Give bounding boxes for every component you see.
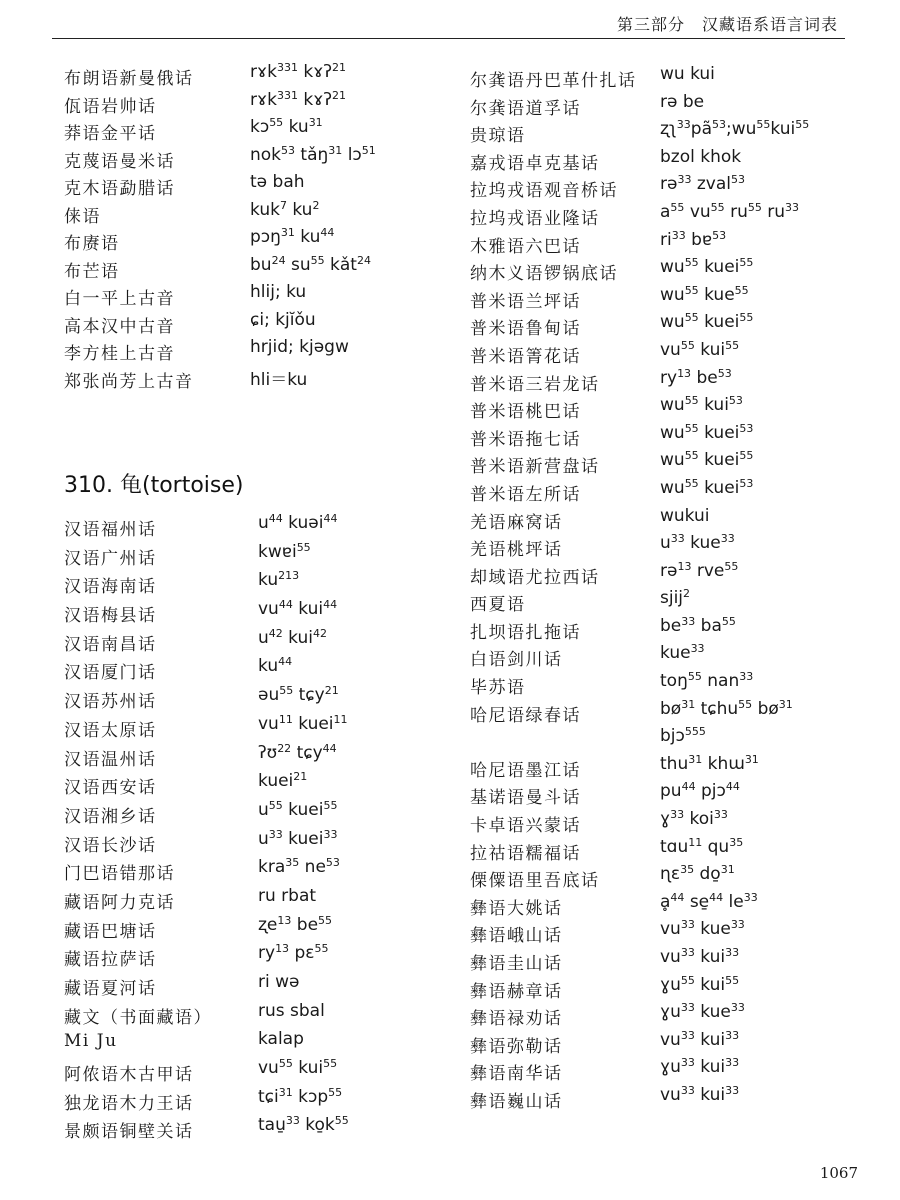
- word-entry: [470, 1085, 870, 1113]
- dialect-name: 汉语长沙话: [64, 835, 157, 856]
- dialect-name: 羌语麻窝话: [470, 512, 563, 533]
- dialect-name: 彝语禄劝话: [470, 1009, 563, 1030]
- dialect-name: 纳木义语锣锅底话: [470, 264, 618, 285]
- dialect-name: 羌语桃坪话: [470, 540, 563, 561]
- header-rule: [52, 38, 845, 39]
- dialect-name: 尔龚语道孚话: [470, 98, 581, 119]
- dialect-name: 汉语厦门话: [64, 663, 157, 684]
- word-entry: [64, 743, 454, 772]
- word-entry: [470, 285, 870, 313]
- left-column-top: [64, 62, 454, 392]
- word-entry: [64, 656, 454, 685]
- word-entry: [470, 368, 870, 396]
- word-form: ɣu$^{55}$ kui$^{55}$: [660, 973, 740, 995]
- word-form: $bø^{31}$ tɕhu$^{55}$ $bø^{31}$: [660, 697, 793, 719]
- word-entry: [64, 829, 454, 858]
- word-entry: [470, 1002, 870, 1030]
- dialect-name: 却域语尤拉西话: [470, 567, 600, 588]
- dialect-name: 克蔑语曼米话: [64, 151, 175, 172]
- word-entry: [64, 886, 454, 915]
- word-entry: [64, 1087, 454, 1116]
- word-entry: [64, 282, 454, 310]
- dialect-name: 嘉戎语卓克基话: [470, 153, 600, 174]
- dialect-name: 布赓语: [64, 234, 120, 254]
- word-form: rɤk$^{331}$ kɤʔ$^{21}$: [250, 61, 347, 82]
- dialect-name: 藏语巴塘话: [64, 921, 157, 942]
- word-entry: [64, 365, 454, 393]
- word-form: ɣu$^{33}$ kui$^{33}$: [660, 1056, 740, 1078]
- section-heading: [64, 468, 243, 499]
- word-form: toŋ$^{55}$ nan$^{33}$: [660, 670, 754, 692]
- dialect-name: Mi Ju: [64, 1031, 118, 1052]
- word-entry: [64, 172, 454, 200]
- word-entry: [470, 588, 870, 616]
- dialect-name: 汉语西安话: [64, 778, 157, 799]
- dialect-name: 藏语拉萨话: [64, 950, 157, 971]
- word-entry: [470, 864, 870, 892]
- dialect-name: 藏文（书面藏语）: [64, 1007, 212, 1028]
- dialect-name: 汉语湘乡话: [64, 806, 157, 827]
- dialect-name: 彝语圭山话: [470, 954, 563, 974]
- word-form: $u^{55}$ kuei$^{55}$: [258, 798, 338, 820]
- dialect-name: 彝语峨山话: [470, 926, 563, 947]
- word-entry: [470, 119, 870, 147]
- dialect-name: 布朗语新曼俄话: [64, 69, 194, 89]
- word-form: ɣu$^{33}$ kue$^{33}$: [660, 1001, 745, 1023]
- word-entry: [64, 570, 454, 599]
- word-form: $bu^{24}$ $su^{55}$ kǎt$^{24}$: [250, 253, 371, 275]
- word-form: kuk$^7$ $ku^2$: [250, 198, 320, 220]
- word-entry: [470, 147, 870, 175]
- word-entry: [64, 1029, 454, 1058]
- word-entry: [64, 513, 454, 542]
- word-entry: [64, 685, 454, 714]
- dialect-name: 哈尼语墨江话: [470, 760, 581, 781]
- dialect-name: 普米语左所话: [470, 484, 581, 505]
- dialect-name: 基诺语曼斗话: [470, 788, 581, 809]
- dialect-name: 藏语阿力克话: [64, 892, 175, 913]
- dialect-name: 拉坞戎语业隆话: [470, 208, 600, 229]
- dialect-name: 拉坞戎语观音桥话: [470, 181, 618, 202]
- dialect-name: 汉语太原话: [64, 720, 157, 741]
- dialect-name: 普米语拖七话: [470, 429, 581, 450]
- word-form: ʔʊ$^{22}$ tɕy$^{44}$: [258, 741, 337, 763]
- word-form: kue$^{33}$: [660, 642, 705, 664]
- word-form: kra$^{35}$ $ne^{53}$: [258, 856, 340, 878]
- section-number: 310.: [64, 473, 113, 498]
- word-form: ɳɛ$^{35}$ do̱$^{31}$: [660, 863, 735, 885]
- word-entry: [64, 915, 454, 944]
- word-form: $ʐʅ^{33}pã^{53};wu^{55}kui^{55}$: [660, 118, 810, 140]
- word-entry: [64, 943, 454, 972]
- word-entry: [470, 312, 870, 340]
- dialect-name: 独龙语木力王话: [64, 1093, 194, 1114]
- word-entry: [470, 450, 870, 478]
- word-form: $vu^{33}$ kui$^{33}$: [660, 946, 740, 967]
- word-entry: [470, 892, 870, 920]
- word-form: thu$^{31}$ khɯ$^{31}$: [660, 752, 759, 774]
- word-form: rə$^{13}$ rve$^{55}$: [660, 559, 739, 581]
- word-entry: [470, 423, 870, 451]
- dialect-name: 汉语温州话: [64, 749, 157, 770]
- word-entry: [470, 1057, 870, 1085]
- word-form: $ri^{33}$ bɐ$^{53}$: [660, 228, 727, 250]
- word-entry: [470, 781, 870, 809]
- word-form: rə be: [660, 91, 705, 112]
- word-form: pɔŋ$^{31}$ $ku^{44}$: [250, 226, 335, 247]
- word-form: tɑu$^{11}$ $qu^{35}$: [660, 835, 744, 857]
- word-form: nok$^{53}$ tǎŋ$^{31}$ lɔ$^{51}$: [250, 143, 376, 165]
- word-entry: [64, 227, 454, 255]
- word-entry: [470, 1030, 870, 1058]
- word-form: $wu^{55}$ kuei$^{55}$: [660, 311, 754, 333]
- word-entry: [64, 1058, 454, 1087]
- dialect-name: 汉语梅县话: [64, 606, 157, 627]
- word-form: $u^{33}$ kuei$^{33}$: [258, 827, 338, 849]
- word-entry: [470, 975, 870, 1003]
- word-form: $ry^{13}$ pɛ$^{55}$: [258, 942, 329, 964]
- dialect-name: 李方桂上古音: [64, 344, 175, 364]
- word-entry: [64, 337, 454, 365]
- word-form: $vu^{33}$ kui$^{33}$: [660, 1028, 740, 1050]
- dialect-name: 白一平上古音: [64, 289, 175, 309]
- dialect-name: 普米语箐花话: [470, 346, 581, 367]
- word-entry: [470, 754, 870, 782]
- word-entry: [64, 145, 454, 173]
- word-entry: [470, 947, 870, 975]
- right-column: [470, 64, 870, 1113]
- word-form: $u^{42}$ kui$^{42}$: [258, 626, 328, 648]
- word-form: tə bah: [250, 172, 305, 192]
- word-form: $ry^{13}$ $be^{53}$: [660, 366, 732, 388]
- word-entry: [64, 255, 454, 283]
- dialect-name: 布芒语: [64, 261, 120, 282]
- word-entry: [64, 628, 454, 657]
- word-form: tau̱$^{33}$ $ko̱k^{55}$: [258, 1114, 349, 1136]
- word-form: $u^{33}$ kue$^{33}$: [660, 532, 735, 554]
- word-entry: [470, 230, 870, 258]
- dialect-name: 彝语南华话: [470, 1064, 563, 1085]
- word-entry: [470, 395, 870, 423]
- word-form: ru rbat: [258, 885, 317, 906]
- word-form: rɤk$^{331}$ kɤʔ$^{21}$: [250, 88, 347, 110]
- word-entry: [470, 561, 870, 589]
- section-headword: 龟(tortoise): [119, 473, 244, 498]
- word-form: kuei$^{21}$: [258, 770, 308, 792]
- dialect-name: 哈尼语绿春话: [470, 705, 581, 726]
- word-entry: [64, 62, 454, 90]
- dialect-name: 普米语鲁甸话: [470, 319, 581, 340]
- word-form: $vu^{55}$ kui$^{55}$: [660, 338, 740, 360]
- dialect-name: 莽语金平话: [64, 124, 157, 144]
- word-form: ɕi; kjĭǒu: [250, 309, 316, 330]
- dialect-name: 尔龚语丹巴革什扎话: [470, 71, 637, 91]
- word-entry: [470, 257, 870, 285]
- word-form: $vu^{11}$ kuei$^{11}$: [258, 712, 348, 734]
- word-entry: [470, 340, 870, 368]
- dialect-name: 拉祜语糯福话: [470, 843, 581, 864]
- word-form: ɣ$^{33}$ koi$^{33}$: [660, 808, 728, 830]
- word-entry: [470, 837, 870, 865]
- dialect-name: 彝语弥勒话: [470, 1036, 563, 1057]
- dialect-name: 景颇语铜壁关话: [64, 1122, 194, 1143]
- dialect-name: 普米语新营盘话: [470, 457, 600, 478]
- dialect-name: 毕苏语: [470, 678, 526, 699]
- word-form: hlij; ku: [250, 282, 307, 302]
- word-entry: [470, 533, 870, 561]
- dialect-name: 佤语岩帅话: [64, 96, 157, 117]
- word-form: kalap: [258, 1029, 304, 1050]
- dialect-name: 郑张尚芳上古音: [64, 371, 194, 392]
- word-form: rə$^{33}$ zval$^{53}$: [660, 173, 745, 195]
- left-column-bottom: [64, 513, 454, 1144]
- word-form: wu kui: [660, 64, 715, 84]
- dialect-name: 汉语广州话: [64, 548, 157, 569]
- word-form: kɔ$^{55}$ $ku^{31}$: [250, 116, 323, 137]
- word-form: $vu^{55}$ kui$^{55}$: [258, 1057, 338, 1079]
- word-entry: [470, 919, 870, 947]
- word-entry: [64, 1001, 454, 1030]
- word-entry: [64, 599, 454, 628]
- word-entry: [470, 174, 870, 202]
- running-header: 第三部分 汉藏语系语言词表: [616, 15, 838, 34]
- dialect-name: 普米语三岩龙话: [470, 374, 600, 395]
- dialect-name: 普米语兰坪话: [470, 291, 581, 312]
- dialect-name: 高本汉中古音: [64, 316, 175, 337]
- dialect-name: 扎坝语扎拖话: [470, 622, 581, 643]
- dialect-name: 汉语海南话: [64, 577, 157, 598]
- word-entry: [64, 972, 454, 1001]
- dialect-name: 汉语福州话: [64, 520, 157, 540]
- word-form: tɕi$^{31}$ kɔp$^{55}$: [258, 1085, 343, 1107]
- word-entry: [64, 310, 454, 338]
- word-form: $u^{44}$ kuəi$^{44}$: [258, 512, 338, 533]
- word-entry: [470, 506, 870, 534]
- word-form: bzol khok: [660, 146, 742, 167]
- word-form: $vu^{33}$ kue$^{33}$: [660, 918, 745, 940]
- word-entry: [64, 800, 454, 829]
- word-entry: [470, 64, 870, 92]
- word-form: $vu^{44}$ kui$^{44}$: [258, 598, 338, 620]
- word-entry: [470, 616, 870, 644]
- word-entry: [64, 771, 454, 800]
- word-entry: [64, 1115, 454, 1144]
- word-form: ḁ$^{44}$ se̱$^{44}$ $le^{33}$: [660, 890, 758, 912]
- word-form: ri wə: [258, 972, 300, 992]
- dialect-name: 木雅语六巴话: [470, 236, 581, 257]
- dialect-name: 贵琼语: [470, 126, 526, 147]
- word-entry: [64, 857, 454, 886]
- word-entry: [470, 671, 870, 699]
- dialect-name: 普米语桃巴话: [470, 402, 581, 423]
- word-form: $wu^{55}$ kui$^{53}$: [660, 394, 743, 416]
- dialect-name: 阿侬语木古甲话: [64, 1065, 194, 1086]
- word-form: $wu^{55}$ kuei$^{55}$: [660, 449, 754, 471]
- word-form: $wu^{55}$ kue$^{55}$: [660, 283, 749, 305]
- word-form: $ku^{213}$: [258, 569, 300, 591]
- word-entry: [64, 714, 454, 743]
- dialect-name: 汉语南昌话: [64, 634, 157, 655]
- word-form: $pu^{44}$ pjɔ$^{44}$: [660, 780, 740, 802]
- word-form: wukui: [660, 505, 710, 526]
- word-form: $wu^{55}$ kuei$^{53}$: [660, 421, 754, 443]
- word-entry: [64, 117, 454, 145]
- dialect-name: 白语剑川话: [470, 650, 563, 671]
- word-entry: [470, 699, 870, 727]
- word-entry: [470, 202, 870, 230]
- word-entry: [470, 726, 870, 754]
- word-entry: [470, 643, 870, 671]
- page-number: 1067: [819, 1164, 858, 1182]
- word-form: bjɔ$^{555}$: [660, 725, 706, 747]
- dialect-name: 卡卓语兴蒙话: [470, 816, 581, 837]
- word-form: $be^{33}$ $ba^{55}$: [660, 614, 736, 636]
- word-form: hli＝ku: [250, 369, 308, 390]
- dialect-name: 彝语赫章话: [470, 981, 563, 1002]
- word-form: sjij$^2$: [660, 587, 691, 609]
- word-form: $vu^{33}$ kui$^{33}$: [660, 1083, 740, 1105]
- word-entry: [64, 90, 454, 118]
- word-entry: [470, 92, 870, 120]
- dialect-name: 克木语勐腊话: [64, 179, 175, 199]
- dialect-name: 藏语夏河话: [64, 979, 157, 999]
- word-entry: [64, 200, 454, 228]
- word-entry: [64, 542, 454, 571]
- word-entry: [470, 809, 870, 837]
- word-form: $wu^{55}$ kuei$^{55}$: [660, 256, 754, 278]
- word-form: ʐe$^{13}$ $be^{55}$: [258, 913, 333, 935]
- dialect-name: 彝语巍山话: [470, 1091, 563, 1112]
- dialect-name: 俫语: [64, 206, 101, 227]
- dialect-name: 彝语大姚话: [470, 898, 563, 919]
- word-form: kwɐi$^{55}$: [258, 540, 311, 562]
- word-form: $ku^{44}$: [258, 655, 293, 677]
- word-form: rus sbal: [258, 1000, 325, 1021]
- word-form: $a^{55}$ $vu^{55}$ $ru^{55}$ $ru^{33}$: [660, 200, 800, 222]
- word-form: hrjid; kjəgw: [250, 337, 349, 357]
- word-form: $wu^{55}$ kuei$^{53}$: [660, 476, 754, 498]
- word-entry: [470, 478, 870, 506]
- dialect-name: 汉语苏州话: [64, 692, 157, 713]
- dialect-name: 门巴语错那话: [64, 864, 175, 885]
- dialect-name: 西夏语: [470, 595, 526, 616]
- dialect-name: 傈僳语里吾底话: [470, 871, 600, 892]
- word-form: əu$^{55}$ tɕy$^{21}$: [258, 684, 339, 706]
